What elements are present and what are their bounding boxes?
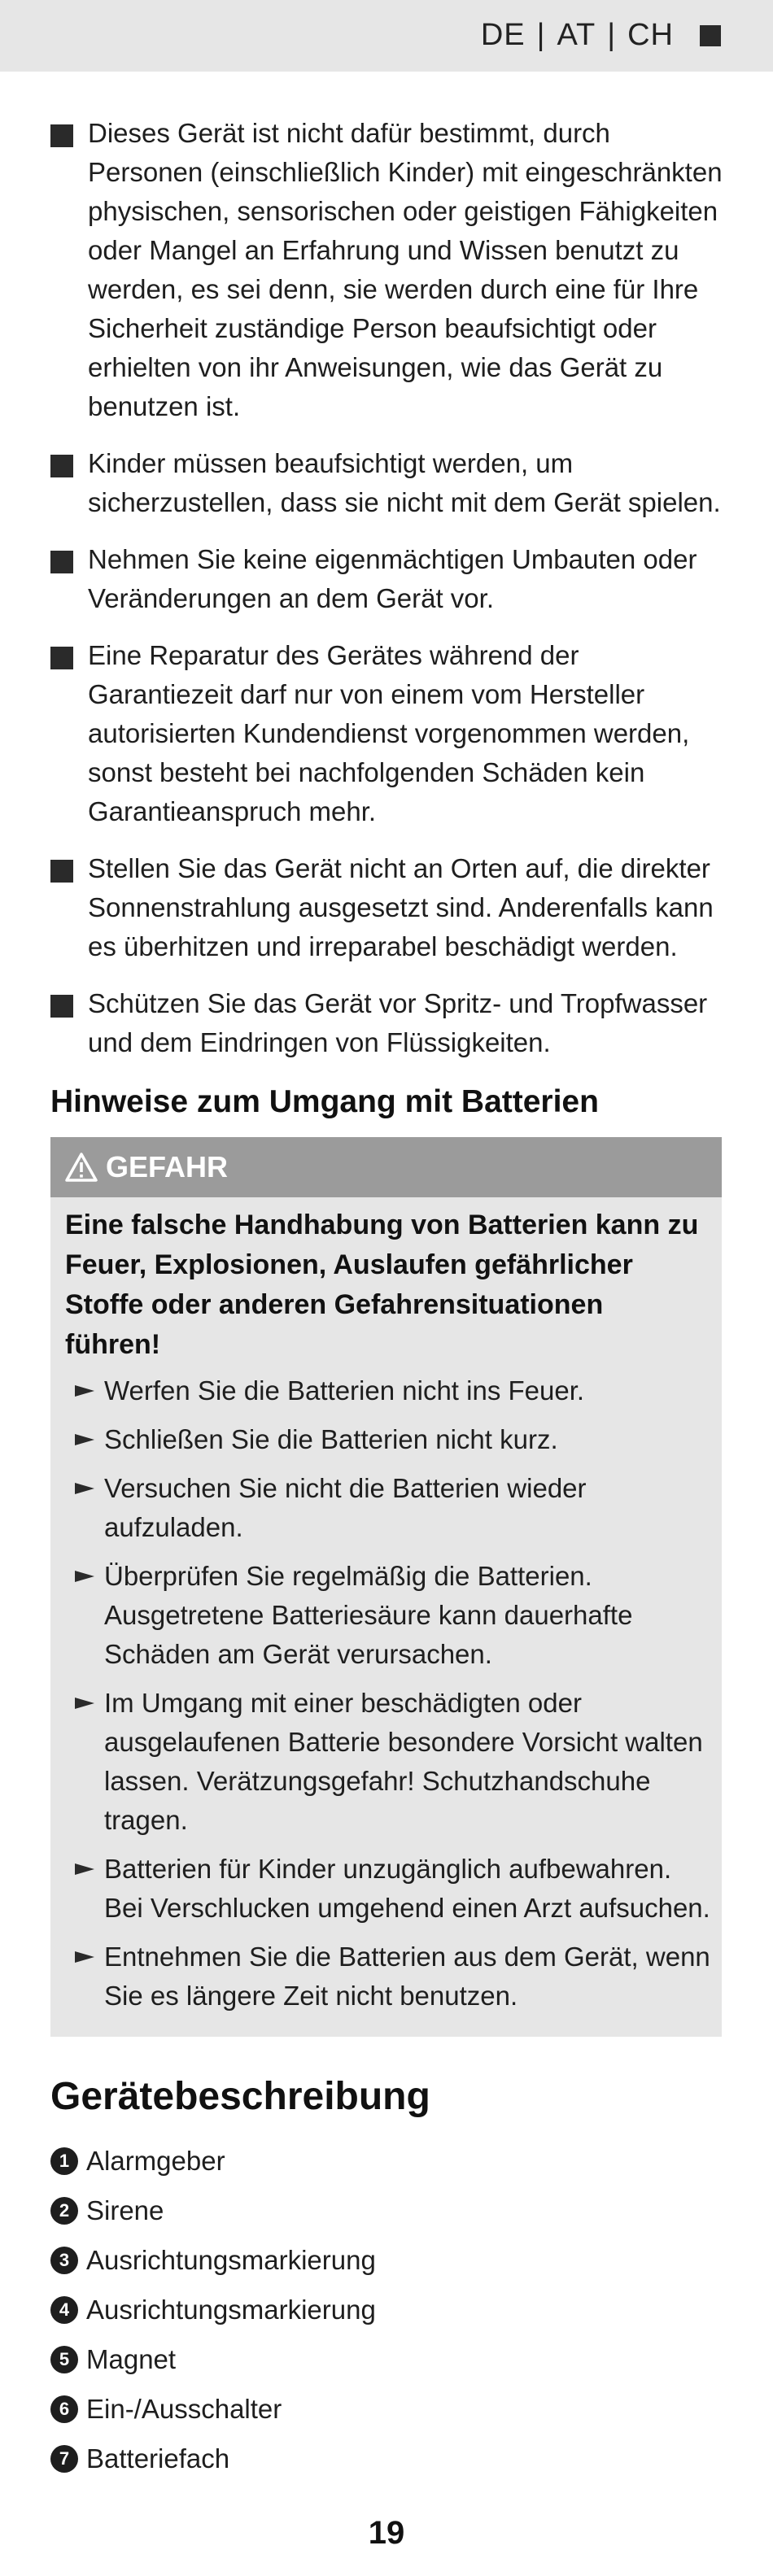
list-item (50, 636, 726, 831)
safety-text: Kinder müssen beaufsichtigt werden, um sicherzustellen, dass sie nicht mit dem Gerät spielen. (88, 448, 721, 517)
list-item (50, 540, 726, 618)
square-bullet-icon (50, 124, 73, 147)
part-number-badge: 5 (50, 2346, 78, 2373)
page-header (0, 0, 773, 72)
safety-text: Dieses Gerät ist nicht dafür bestimmt, durch Personen (einschließlich Kinder) mit eingeschränkten physischen, sensorischen oder geistigen Fähigkeiten oder Mangel an Erfahrung und Wissen benutzt zu werden, es sei denn, sie werden durch eine für Ihre Sicherheit zuständige Person beaufsichtigt oder erhielten von ihr Anweisungen, wie das Gerät zu benutzen ist. (88, 118, 723, 421)
list-item (50, 2235, 726, 2285)
list-item (65, 1469, 712, 1547)
lang-at: AT (557, 18, 596, 52)
arrow-bullet-icon (65, 1696, 104, 1711)
arrow-bullet-icon (65, 1950, 104, 1964)
part-label: Ausrichtungsmarkierung (86, 2294, 376, 2325)
lang-separator: | (607, 18, 617, 52)
list-item (65, 1420, 712, 1459)
parts-list (50, 2136, 726, 2483)
safety-list (50, 114, 726, 1062)
square-bullet-icon (50, 551, 73, 573)
warning-triangle-icon (65, 1153, 98, 1182)
square-bullet-icon (50, 860, 73, 883)
warning-label: GEFAHR (106, 1150, 229, 1183)
warning-intro: Eine falsche Handhabung von Batterien kann zu Feuer, Explosionen, Auslaufen gefährlicher Stoffe oder anderen Gefahrensituationen führen! (65, 1210, 699, 1360)
part-label: Ausrichtungsmarkierung (86, 2244, 376, 2275)
list-item (50, 114, 726, 426)
list-item (50, 2136, 726, 2186)
instruction-text: Schließen Sie die Batterien nicht kurz. (104, 1424, 558, 1454)
safety-text: Nehmen Sie keine eigenmächtigen Umbauten oder Veränderungen an dem Gerät vor. (88, 544, 697, 613)
list-item (50, 2285, 726, 2334)
instruction-text: Überprüfen Sie regelmäßig die Batterien. Ausgetretene Batteriesäure kann dauerhafte Schäden am Gerät verursachen. (104, 1561, 633, 1669)
part-number-badge: 1 (50, 2147, 78, 2175)
part-number-badge: 4 (50, 2296, 78, 2324)
list-item (65, 1371, 712, 1410)
arrow-bullet-icon (65, 1384, 104, 1398)
list-item (65, 1684, 712, 1840)
list-item (50, 2384, 726, 2434)
part-number-badge: 6 (50, 2395, 78, 2423)
arrow-bullet-icon (65, 1569, 104, 1584)
part-label: Alarmgeber (86, 2145, 225, 2176)
list-item (65, 1557, 712, 1674)
list-item (50, 444, 726, 522)
list-item (50, 2334, 726, 2384)
part-number-badge: 7 (50, 2445, 78, 2473)
device-description-title: Gerätebeschreibung (50, 2075, 430, 2118)
arrow-bullet-icon (65, 1481, 104, 1496)
list-item (65, 1937, 712, 2016)
battery-section-heading: Hinweise zum Umgang mit Batterien (50, 1084, 599, 1119)
part-label: Batteriefach (86, 2443, 230, 2474)
arrow-bullet-icon (65, 1432, 104, 1447)
square-bullet-icon (50, 647, 73, 669)
part-label: Sirene (86, 2195, 164, 2225)
safety-text: Eine Reparatur des Gerätes während der Garantiezeit darf nur von einem vom Hersteller autorisierten Kundendienst vorgenommen werden, sonst besteht bei nachfolgenden Schäden kein Garantieanspruch mehr. (88, 640, 690, 826)
header-square-icon (700, 25, 721, 46)
list-item (50, 849, 726, 966)
safety-text: Stellen Sie das Gerät nicht an Orten auf, die direkter Sonnenstrahlung ausgesetzt sind. Anderenfalls kann es überhitzen und irreparabel beschädigt werden. (88, 853, 714, 961)
part-label: Ein-/Ausschalter (86, 2393, 282, 2424)
part-label: Magnet (86, 2343, 177, 2374)
arrow-bullet-icon (65, 1862, 104, 1876)
danger-warning-box (50, 1137, 722, 2037)
list-item (50, 2434, 726, 2483)
instruction-text: Entnehmen Sie die Batterien aus dem Gerät, wenn Sie es längere Zeit nicht benutzen. (104, 1942, 710, 2011)
language-indicator (481, 18, 721, 53)
instruction-text: Im Umgang mit einer beschädigten oder ausgelaufenen Batterie besondere Vorsicht walten lassen. Verätzungsgefahr! Schutzhandschuhe tragen. (104, 1688, 703, 1835)
safety-text: Schützen Sie das Gerät vor Spritz- und Tropfwasser und dem Eindringen von Flüssigkeiten. (88, 988, 708, 1057)
instruction-text: Versuchen Sie nicht die Batterien wieder aufzuladen. (104, 1473, 587, 1542)
lang-separator: | (536, 18, 546, 52)
battery-instructions (50, 1371, 722, 2016)
square-bullet-icon (50, 455, 73, 477)
lang-ch: CH (627, 18, 674, 52)
list-item (65, 1850, 712, 1928)
part-number-badge: 3 (50, 2247, 78, 2274)
instruction-text: Batterien für Kinder unzugänglich aufbewahren. Bei Verschlucken umgehend einen Arzt aufsuchen. (104, 1854, 710, 1923)
page-number: 19 (368, 2515, 405, 2551)
list-item (50, 2186, 726, 2235)
warning-header (50, 1137, 722, 1197)
list-item (50, 984, 726, 1062)
page-content (50, 114, 726, 2483)
part-number-badge: 2 (50, 2197, 78, 2225)
instruction-text: Werfen Sie die Batterien nicht ins Feuer. (104, 1375, 585, 1406)
square-bullet-icon (50, 995, 73, 1018)
lang-de: DE (480, 18, 526, 52)
